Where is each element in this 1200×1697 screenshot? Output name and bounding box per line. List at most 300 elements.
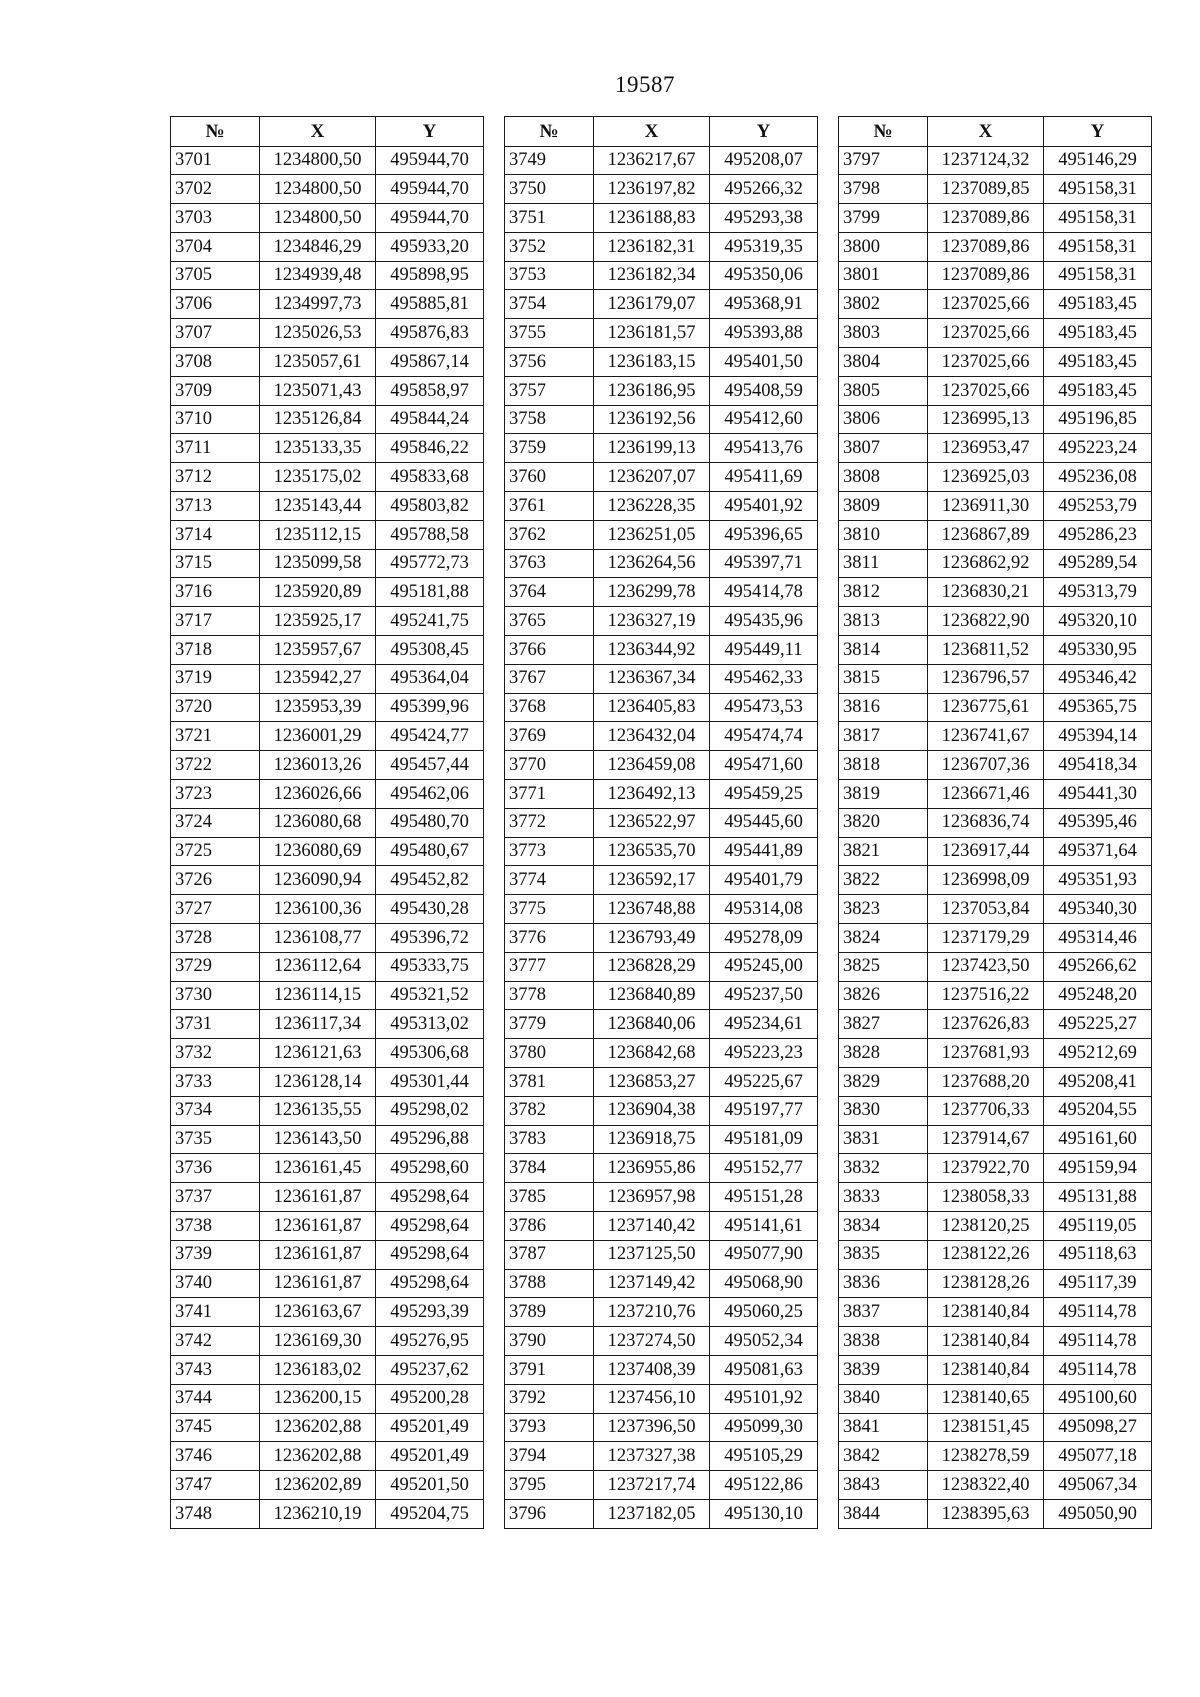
point-number-cell: 3842 [839,1442,928,1471]
point-number-cell: 3768 [505,693,594,722]
y-coordinate-cell: 495306,68 [376,1039,484,1068]
point-number-cell: 3756 [505,348,594,377]
point-number-cell: 3797 [839,146,928,175]
table-row [839,232,1152,261]
table-row [505,376,818,405]
point-number-cell: 3800 [839,232,928,261]
y-coordinate-cell: 495298,64 [376,1269,484,1298]
table-row [839,664,1152,693]
table-row [505,837,818,866]
table-row [171,636,484,665]
y-coordinate-cell: 495289,54 [1044,549,1152,578]
y-coordinate-cell: 495114,78 [1044,1327,1152,1356]
y-coordinate-cell: 495480,70 [376,808,484,837]
y-coordinate-cell: 495480,67 [376,837,484,866]
x-coordinate-cell: 1236853,27 [594,1068,710,1097]
y-coordinate-cell: 495418,34 [1044,751,1152,780]
point-number-cell: 3748 [171,1499,260,1528]
y-coordinate-cell: 495788,58 [376,520,484,549]
table-row [171,837,484,866]
table-row [505,146,818,175]
x-coordinate-cell: 1236202,88 [260,1442,376,1471]
y-coordinate-cell: 495067,34 [1044,1471,1152,1500]
table-row [839,952,1152,981]
y-coordinate-cell: 495183,45 [1044,348,1152,377]
point-number-cell: 3820 [839,808,928,837]
y-coordinate-cell: 495430,28 [376,895,484,924]
x-coordinate-cell: 1236741,67 [928,722,1044,751]
table-row [171,1442,484,1471]
point-number-cell: 3841 [839,1413,928,1442]
table-row [171,664,484,693]
y-coordinate-cell: 495435,96 [710,607,818,636]
table-row [839,866,1152,895]
y-coordinate-cell: 495248,20 [1044,981,1152,1010]
y-coordinate-cell: 495183,45 [1044,376,1152,405]
point-number-cell: 3822 [839,866,928,895]
y-coordinate-cell: 495313,79 [1044,578,1152,607]
point-number-cell: 3837 [839,1298,928,1327]
table-row [839,1010,1152,1039]
table-row [839,1384,1152,1413]
y-coordinate-cell: 495223,24 [1044,434,1152,463]
point-number-cell: 3713 [171,492,260,521]
point-number-cell: 3830 [839,1096,928,1125]
table-row [839,1096,1152,1125]
table-row [171,722,484,751]
header-x: X [928,117,1044,147]
point-number-cell: 3742 [171,1327,260,1356]
y-coordinate-cell: 495408,59 [710,376,818,405]
x-coordinate-cell: 1236143,50 [260,1125,376,1154]
x-coordinate-cell: 1237516,22 [928,981,1044,1010]
x-coordinate-cell: 1238322,40 [928,1471,1044,1500]
point-number-cell: 3825 [839,952,928,981]
x-coordinate-cell: 1236299,78 [594,578,710,607]
table-row [171,434,484,463]
table-row [505,607,818,636]
point-number-cell: 3755 [505,319,594,348]
y-coordinate-cell: 495225,67 [710,1068,818,1097]
x-coordinate-cell: 1237179,29 [928,924,1044,953]
table-row [171,1125,484,1154]
table-row [171,952,484,981]
x-coordinate-cell: 1236161,87 [260,1183,376,1212]
point-number-cell: 3788 [505,1269,594,1298]
y-coordinate-cell: 495197,77 [710,1096,818,1125]
point-number-cell: 3785 [505,1183,594,1212]
x-coordinate-cell: 1236671,46 [928,780,1044,809]
point-number-cell: 3754 [505,290,594,319]
x-coordinate-cell: 1235942,27 [260,664,376,693]
point-number-cell: 3757 [505,376,594,405]
x-coordinate-cell: 1234939,48 [260,261,376,290]
x-coordinate-cell: 1236217,67 [594,146,710,175]
table-row [171,607,484,636]
y-coordinate-cell: 495101,92 [710,1384,818,1413]
point-number-cell: 3760 [505,463,594,492]
x-coordinate-cell: 1236344,92 [594,636,710,665]
x-coordinate-cell: 1236080,69 [260,837,376,866]
y-coordinate-cell: 495833,68 [376,463,484,492]
point-number-cell: 3708 [171,348,260,377]
point-number-cell: 3838 [839,1327,928,1356]
point-number-cell: 3787 [505,1240,594,1269]
y-coordinate-cell: 495200,28 [376,1384,484,1413]
y-coordinate-cell: 495803,82 [376,492,484,521]
x-coordinate-cell: 1236264,56 [594,549,710,578]
table-row [505,1096,818,1125]
x-coordinate-cell: 1238140,65 [928,1384,1044,1413]
table-row [505,1039,818,1068]
x-coordinate-cell: 1235026,53 [260,319,376,348]
point-number-cell: 3824 [839,924,928,953]
point-number-cell: 3720 [171,693,260,722]
x-coordinate-cell: 1238151,45 [928,1413,1044,1442]
point-number-cell: 3725 [171,837,260,866]
table-row [505,952,818,981]
x-coordinate-cell: 1236188,83 [594,204,710,233]
point-number-cell: 3783 [505,1125,594,1154]
point-number-cell: 3801 [839,261,928,290]
x-coordinate-cell: 1235071,43 [260,376,376,405]
y-coordinate-cell: 495100,60 [1044,1384,1152,1413]
y-coordinate-cell: 495298,64 [376,1211,484,1240]
x-coordinate-cell: 1237025,66 [928,290,1044,319]
point-number-cell: 3701 [171,146,260,175]
coordinates-table-1 [170,116,484,1529]
table-row [839,1298,1152,1327]
y-coordinate-cell: 495413,76 [710,434,818,463]
y-coordinate-cell: 495208,41 [1044,1068,1152,1097]
x-coordinate-cell: 1236108,77 [260,924,376,953]
point-number-cell: 3813 [839,607,928,636]
x-coordinate-cell: 1238140,84 [928,1355,1044,1384]
point-number-cell: 3715 [171,549,260,578]
table-row [171,405,484,434]
x-coordinate-cell: 1236026,66 [260,780,376,809]
y-coordinate-cell: 495314,08 [710,895,818,924]
point-number-cell: 3795 [505,1471,594,1500]
x-coordinate-cell: 1236592,17 [594,866,710,895]
y-coordinate-cell: 495130,10 [710,1499,818,1528]
x-coordinate-cell: 1236161,45 [260,1154,376,1183]
table-header-row [171,117,484,147]
table-row [839,1471,1152,1500]
point-number-cell: 3752 [505,232,594,261]
table-row [505,693,818,722]
point-number-cell: 3793 [505,1413,594,1442]
y-coordinate-cell: 495368,91 [710,290,818,319]
table-header-row [839,117,1152,147]
point-number-cell: 3747 [171,1471,260,1500]
point-number-cell: 3770 [505,751,594,780]
y-coordinate-cell: 495846,22 [376,434,484,463]
table-row [171,348,484,377]
x-coordinate-cell: 1235920,89 [260,578,376,607]
y-coordinate-cell: 495060,25 [710,1298,818,1327]
table-row [839,348,1152,377]
x-coordinate-cell: 1236793,49 [594,924,710,953]
point-number-cell: 3814 [839,636,928,665]
x-coordinate-cell: 1237182,05 [594,1499,710,1528]
x-coordinate-cell: 1237423,50 [928,952,1044,981]
table-row [171,895,484,924]
point-number-cell: 3731 [171,1010,260,1039]
x-coordinate-cell: 1236013,26 [260,751,376,780]
table-row [839,578,1152,607]
point-number-cell: 3775 [505,895,594,924]
x-coordinate-cell: 1236202,88 [260,1413,376,1442]
y-coordinate-cell: 495858,97 [376,376,484,405]
table-row [839,1068,1152,1097]
point-number-cell: 3816 [839,693,928,722]
y-coordinate-cell: 495077,18 [1044,1442,1152,1471]
y-coordinate-cell: 495234,61 [710,1010,818,1039]
table-row [839,520,1152,549]
table-row [171,1183,484,1212]
point-number-cell: 3779 [505,1010,594,1039]
x-coordinate-cell: 1234800,50 [260,175,376,204]
y-coordinate-cell: 495196,85 [1044,405,1152,434]
y-coordinate-cell: 495204,75 [376,1499,484,1528]
x-coordinate-cell: 1236842,68 [594,1039,710,1068]
y-coordinate-cell: 495151,28 [710,1183,818,1212]
y-coordinate-cell: 495278,09 [710,924,818,953]
point-number-cell: 3834 [839,1211,928,1240]
x-coordinate-cell: 1237089,86 [928,232,1044,261]
y-coordinate-cell: 495146,29 [1044,146,1152,175]
table-row [505,808,818,837]
y-coordinate-cell: 495412,60 [710,405,818,434]
y-coordinate-cell: 495321,52 [376,981,484,1010]
coordinates-table-3 [838,116,1152,1529]
x-coordinate-cell: 1236192,56 [594,405,710,434]
point-number-cell: 3799 [839,204,928,233]
point-number-cell: 3823 [839,895,928,924]
point-number-cell: 3769 [505,722,594,751]
table-row [839,693,1152,722]
point-number-cell: 3721 [171,722,260,751]
point-number-cell: 3726 [171,866,260,895]
x-coordinate-cell: 1236953,47 [928,434,1044,463]
table-row [505,520,818,549]
point-number-cell: 3808 [839,463,928,492]
table-row [505,1211,818,1240]
table-row [839,722,1152,751]
x-coordinate-cell: 1236169,30 [260,1327,376,1356]
x-coordinate-cell: 1236459,08 [594,751,710,780]
table-row [505,664,818,693]
table-row [839,1327,1152,1356]
x-coordinate-cell: 1235957,67 [260,636,376,665]
point-number-cell: 3776 [505,924,594,953]
x-coordinate-cell: 1236135,55 [260,1096,376,1125]
point-number-cell: 3764 [505,578,594,607]
point-number-cell: 3751 [505,204,594,233]
table-row [171,1039,484,1068]
y-coordinate-cell: 495159,94 [1044,1154,1152,1183]
point-number-cell: 3705 [171,261,260,290]
x-coordinate-cell: 1235133,35 [260,434,376,463]
table-row [839,1499,1152,1528]
table-row [839,1183,1152,1212]
x-coordinate-cell: 1236836,74 [928,808,1044,837]
y-coordinate-cell: 495293,39 [376,1298,484,1327]
table-row [505,405,818,434]
x-coordinate-cell: 1236828,29 [594,952,710,981]
point-number-cell: 3733 [171,1068,260,1097]
point-number-cell: 3735 [171,1125,260,1154]
point-number-cell: 3777 [505,952,594,981]
x-coordinate-cell: 1234846,29 [260,232,376,261]
point-number-cell: 3835 [839,1240,928,1269]
table-row [171,1240,484,1269]
point-number-cell: 3712 [171,463,260,492]
x-coordinate-cell: 1236210,19 [260,1499,376,1528]
header-number: № [839,117,928,147]
point-number-cell: 3827 [839,1010,928,1039]
y-coordinate-cell: 495944,70 [376,204,484,233]
x-coordinate-cell: 1235112,15 [260,520,376,549]
x-coordinate-cell: 1236432,04 [594,722,710,751]
point-number-cell: 3781 [505,1068,594,1097]
point-number-cell: 3815 [839,664,928,693]
y-coordinate-cell: 495301,44 [376,1068,484,1097]
table-row [171,1211,484,1240]
y-coordinate-cell: 495330,95 [1044,636,1152,665]
table-row [839,434,1152,463]
y-coordinate-cell: 495441,89 [710,837,818,866]
header-number: № [171,117,260,147]
x-coordinate-cell: 1235953,39 [260,693,376,722]
point-number-cell: 3805 [839,376,928,405]
table-row [505,1442,818,1471]
x-coordinate-cell: 1238122,26 [928,1240,1044,1269]
point-number-cell: 3704 [171,232,260,261]
x-coordinate-cell: 1236163,67 [260,1298,376,1327]
y-coordinate-cell: 495114,78 [1044,1298,1152,1327]
table-row [171,981,484,1010]
y-coordinate-cell: 495411,69 [710,463,818,492]
x-coordinate-cell: 1237396,50 [594,1413,710,1442]
x-coordinate-cell: 1236707,36 [928,751,1044,780]
header-y: Y [376,117,484,147]
x-coordinate-cell: 1236822,90 [928,607,1044,636]
y-coordinate-cell: 495401,50 [710,348,818,377]
point-number-cell: 3772 [505,808,594,837]
point-number-cell: 3740 [171,1269,260,1298]
y-coordinate-cell: 495204,55 [1044,1096,1152,1125]
y-coordinate-cell: 495158,31 [1044,175,1152,204]
point-number-cell: 3743 [171,1355,260,1384]
table-row [505,636,818,665]
table-row [171,549,484,578]
y-coordinate-cell: 495225,27 [1044,1010,1152,1039]
x-coordinate-cell: 1236867,89 [928,520,1044,549]
y-coordinate-cell: 495296,88 [376,1125,484,1154]
x-coordinate-cell: 1236492,13 [594,780,710,809]
x-coordinate-cell: 1237125,50 [594,1240,710,1269]
x-coordinate-cell: 1236114,15 [260,981,376,1010]
table-row [839,290,1152,319]
x-coordinate-cell: 1236197,82 [594,175,710,204]
x-coordinate-cell: 1236207,07 [594,463,710,492]
y-coordinate-cell: 495457,44 [376,751,484,780]
point-number-cell: 3738 [171,1211,260,1240]
point-number-cell: 3831 [839,1125,928,1154]
point-number-cell: 3717 [171,607,260,636]
x-coordinate-cell: 1236840,89 [594,981,710,1010]
point-number-cell: 3826 [839,981,928,1010]
x-coordinate-cell: 1234997,73 [260,290,376,319]
x-coordinate-cell: 1236405,83 [594,693,710,722]
y-coordinate-cell: 495867,14 [376,348,484,377]
point-number-cell: 3802 [839,290,928,319]
y-coordinate-cell: 495320,10 [1044,607,1152,636]
point-number-cell: 3728 [171,924,260,953]
x-coordinate-cell: 1238140,84 [928,1327,1044,1356]
y-coordinate-cell: 495298,64 [376,1240,484,1269]
x-coordinate-cell: 1236955,86 [594,1154,710,1183]
point-number-cell: 3817 [839,722,928,751]
table-row [505,1010,818,1039]
y-coordinate-cell: 495183,45 [1044,290,1152,319]
y-coordinate-cell: 495098,27 [1044,1413,1152,1442]
y-coordinate-cell: 495181,88 [376,578,484,607]
table-row [505,319,818,348]
table-row [505,578,818,607]
point-number-cell: 3710 [171,405,260,434]
y-coordinate-cell: 495241,75 [376,607,484,636]
point-number-cell: 3796 [505,1499,594,1528]
point-number-cell: 3718 [171,636,260,665]
x-coordinate-cell: 1236161,87 [260,1240,376,1269]
table-row [839,636,1152,665]
y-coordinate-cell: 495081,63 [710,1355,818,1384]
x-coordinate-cell: 1237274,50 [594,1327,710,1356]
table-row [839,1154,1152,1183]
point-number-cell: 3807 [839,434,928,463]
x-coordinate-cell: 1236251,05 [594,520,710,549]
point-number-cell: 3836 [839,1269,928,1298]
table-row [839,808,1152,837]
x-coordinate-cell: 1236925,03 [928,463,1044,492]
table-row [505,780,818,809]
table-row [839,376,1152,405]
x-coordinate-cell: 1237089,86 [928,204,1044,233]
x-coordinate-cell: 1238395,63 [928,1499,1044,1528]
y-coordinate-cell: 495314,46 [1044,924,1152,953]
x-coordinate-cell: 1236121,63 [260,1039,376,1068]
table-row [839,1442,1152,1471]
y-coordinate-cell: 495397,71 [710,549,818,578]
table-row [505,175,818,204]
x-coordinate-cell: 1237025,66 [928,376,1044,405]
point-number-cell: 3745 [171,1413,260,1442]
point-number-cell: 3746 [171,1442,260,1471]
y-coordinate-cell: 495122,86 [710,1471,818,1500]
x-coordinate-cell: 1238140,84 [928,1298,1044,1327]
y-coordinate-cell: 495298,02 [376,1096,484,1125]
point-number-cell: 3719 [171,664,260,693]
y-coordinate-cell: 495201,49 [376,1413,484,1442]
x-coordinate-cell: 1236179,07 [594,290,710,319]
point-number-cell: 3765 [505,607,594,636]
table-row [839,549,1152,578]
x-coordinate-cell: 1237408,39 [594,1355,710,1384]
table-row [171,1355,484,1384]
